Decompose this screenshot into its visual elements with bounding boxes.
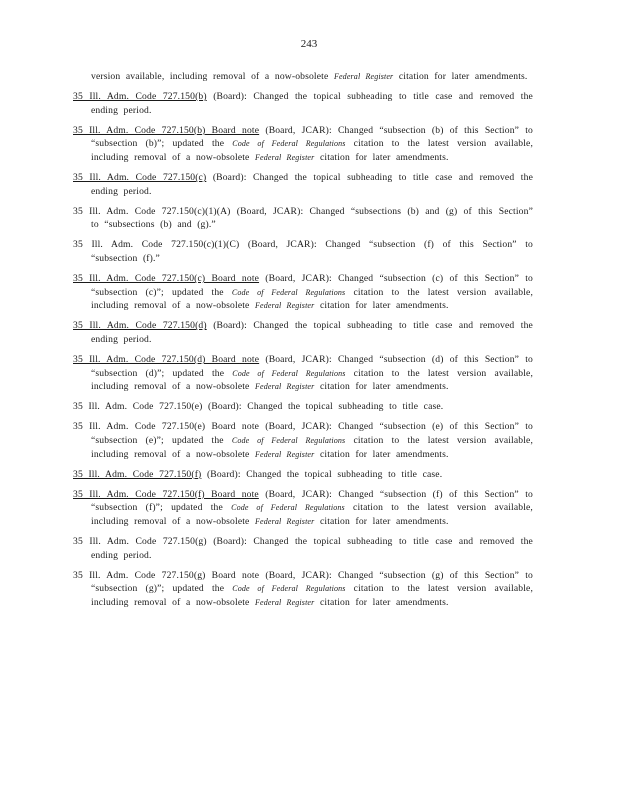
- code-citation: 35 Ill. Adm. Code 727.150(g) Board note: [73, 569, 260, 581]
- entry-text: (Board, JCAR): Changed “subsections (b) and (g) of this Section” to “subsections (b) and (g).”: [91, 205, 533, 231]
- entry-text-c: citation for later amendments.: [319, 381, 449, 393]
- entry-text-a: version available, including removal of a now-obsolete: [91, 71, 329, 82]
- code-citation: 35 Ill. Adm. Code 727.150(g): [73, 536, 207, 548]
- entry-text-a: (Board, JCAR): Changed “subsection (g) of this Section” to “subsection (g)”; updated the: [91, 569, 533, 595]
- cfr-ref: Code of Federal Regulations: [232, 139, 346, 149]
- list-item: [73, 124, 533, 165]
- cfr-ref: Code of Federal Regulations: [231, 503, 345, 513]
- cfr-ref: Code of Federal Regulations: [231, 287, 346, 297]
- list-item: [73, 535, 533, 562]
- list-item: [73, 420, 533, 461]
- federal-register-ref: Federal Register: [255, 598, 315, 607]
- list-item: [73, 400, 533, 414]
- cfr-ref: Code of Federal Regulations: [232, 368, 346, 378]
- federal-register-ref: Federal Register: [255, 449, 315, 459]
- list-item: [73, 171, 533, 198]
- code-citation: 35 Ill. Adm. Code 727.150(d) Board note: [73, 354, 260, 366]
- entry-text: (Board): Changed the topical subheading to title case and removed the ending period.: [91, 536, 533, 561]
- entry-text: (Board): Changed the topical subheading to title case.: [208, 401, 444, 413]
- code-citation: 35 Ill. Adm. Code 727.150(f) Board note: [73, 488, 259, 500]
- entry-text-a: (Board, JCAR): Changed “subsection (b) of this Section” to “subsection (b)”; updated the: [91, 124, 533, 150]
- federal-register-ref: Federal Register: [255, 301, 315, 311]
- entry-text-a: (Board, JCAR): Changed “subsection (e) of this Section” to “subsection (e)”; updated the: [91, 421, 533, 447]
- entry-text-c: citation for later amendments.: [319, 300, 449, 312]
- entry-text-b: citation to the latest version available, including removal of a now-obsolete: [91, 138, 533, 163]
- code-citation: 35 Ill. Adm. Code 727.150(c)(1)(C): [73, 239, 240, 251]
- entry-text-b: citation to the latest version available, including removal of a now-obsolete: [91, 583, 533, 608]
- entry-text-c: citation for later amendments.: [319, 448, 449, 460]
- federal-register-ref: Federal Register: [333, 72, 394, 81]
- cfr-ref: Code of Federal Regulations: [232, 584, 346, 594]
- list-item: [73, 353, 533, 394]
- list-item: [73, 205, 533, 232]
- list-item: [73, 238, 533, 265]
- code-citation: 35 Ill. Adm. Code 727.150(b): [73, 91, 207, 103]
- entry-text: (Board): Changed the topical subheading to title case and removed the ending period.: [91, 172, 533, 197]
- entry-text-a: (Board, JCAR): Changed “subsection (c) of this Section” to “subsection (c)”; updated the: [91, 273, 533, 298]
- entry-text-b: citation to the latest version available, including removal of a now-obsolete: [91, 286, 533, 312]
- code-citation: 35 Ill. Adm. Code 727.150(c) Board note: [73, 273, 260, 285]
- page-number: 243: [300, 38, 318, 50]
- entry-text-c: citation for later amendments.: [319, 597, 449, 608]
- entry-text-b: citation to the latest version available, including removal of a now-obsolete: [91, 502, 533, 528]
- entry-text-b: citation to the latest version available, including removal of a now-obsolete: [91, 367, 533, 393]
- code-citation: 35 Ill. Adm. Code 727.150(e): [73, 401, 203, 413]
- list-item: [73, 569, 533, 610]
- code-citation: 35 Ill. Adm. Code 727.150(c)(1)(A): [73, 205, 231, 217]
- entry-text-b: citation to the latest version available, including removal of a now-obsolete: [91, 435, 533, 460]
- list-item: [73, 90, 533, 117]
- entry-text: (Board): Changed the topical subheading to title case.: [206, 468, 443, 480]
- federal-register-ref: Federal Register: [255, 152, 315, 162]
- list-item: [73, 488, 533, 529]
- entry-text-a: (Board, JCAR): Changed “subsection (d) of this Section” to “subsection (d)”; updated the: [91, 354, 533, 379]
- federal-register-ref: Federal Register: [255, 382, 315, 392]
- amendment-list: [73, 70, 533, 616]
- code-citation: 35 Ill. Adm. Code 727.150(e) Board note: [73, 421, 260, 433]
- code-citation: 35 Ill. Adm. Code 727.150(c): [73, 172, 207, 184]
- entry-text-c: citation for later amendments.: [319, 151, 449, 163]
- entry-text: (Board, JCAR): Changed “subsection (f) of this Section” to “subsection (f).”: [91, 239, 533, 265]
- list-item: [73, 70, 533, 84]
- code-citation: 35 Ill. Adm. Code 727.150(d): [73, 320, 207, 332]
- entry-text-c: citation for later amendments.: [319, 516, 449, 528]
- federal-register-ref: Federal Register: [255, 517, 315, 527]
- entry-text: (Board): Changed the topical subheading to title case and removed the ending period.: [91, 91, 533, 116]
- list-item: [73, 468, 533, 482]
- list-item: [73, 319, 533, 346]
- list-item: [73, 272, 533, 313]
- entry-text-b: citation for later amendments.: [398, 71, 528, 82]
- entry-text-a: (Board, JCAR): Changed “subsection (f) of this Section” to “subsection (f)”; updated the: [91, 488, 533, 514]
- code-citation: 35 Ill. Adm. Code 727.150(b) Board note: [73, 124, 260, 136]
- cfr-ref: Code of Federal Regulations: [231, 436, 346, 446]
- code-citation: 35 Ill. Adm. Code 727.150(f): [73, 468, 202, 480]
- entry-text: (Board): Changed the topical subheading to title case and removed the ending period.: [91, 320, 533, 345]
